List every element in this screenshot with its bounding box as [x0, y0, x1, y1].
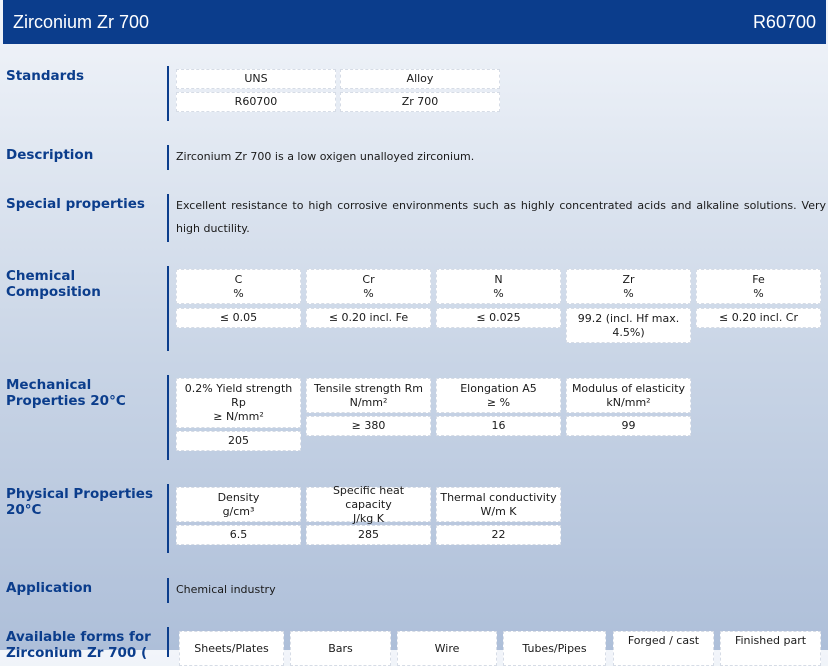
available-forms-section [0, 627, 828, 661]
chem-value-fe: ≤ 0.20 incl. Cr [696, 308, 821, 328]
mech-head-elongation: Elongation A5 ≥ % [436, 378, 561, 413]
material-title: Zirconium Zr 700 [13, 11, 150, 32]
mech-head-yield: 0.2% Yield strength Rp ≥ N/mm² [176, 378, 301, 428]
mechanical-properties-title: Mechanical Properties 20°C [6, 377, 126, 409]
chem-head-n: N % [436, 269, 561, 304]
application-title: Application [6, 580, 93, 596]
application-body [167, 578, 367, 603]
chemical-divider [167, 266, 176, 351]
chem-value-zr: 99.2 (incl. Hf max. 4.5%) [566, 308, 691, 343]
chem-value-c: ≤ 0.05 [176, 308, 301, 328]
application-text: Chemical industry [176, 583, 276, 596]
mech-value-tensile: ≥ 380 [306, 416, 431, 436]
form-wire[interactable]: Wire [397, 631, 497, 666]
description-title: Description [6, 147, 94, 163]
phys-value-conductivity: 22 [436, 525, 561, 545]
chem-head-zr: Zr % [566, 269, 691, 304]
physical-properties-title: Physical Properties 20°C [6, 486, 153, 518]
special-properties-body [167, 194, 825, 242]
standards-value-uns: R60700 [176, 92, 336, 112]
physical-divider [167, 484, 176, 553]
phys-head-heat-capacity: Specific heat capacity J/kg K [306, 487, 431, 522]
form-forged-cast[interactable]: Forged / cast [613, 631, 714, 666]
description-section [0, 145, 828, 171]
chem-value-n: ≤ 0.025 [436, 308, 561, 328]
description-body [167, 145, 807, 170]
standards-head-uns: UNS [176, 69, 336, 89]
phys-value-heat-capacity: 285 [306, 525, 431, 545]
mechanical-properties-section [0, 375, 828, 461]
form-finished-part[interactable]: Finished part [720, 631, 821, 666]
description-text: Zirconium Zr 700 is a low oxigen unalloyed zirconium. [176, 150, 475, 163]
chem-head-fe: Fe % [696, 269, 821, 304]
mech-head-modulus: Modulus of elasticity kN/mm² [566, 378, 691, 413]
mech-value-yield: 205 [176, 431, 301, 451]
form-sheets-plates[interactable]: Sheets/Plates [179, 631, 284, 666]
mechanical-divider [167, 375, 176, 460]
chem-value-cr: ≤ 0.20 incl. Fe [306, 308, 431, 328]
mech-value-elongation: 16 [436, 416, 561, 436]
chemical-composition-section [0, 266, 828, 352]
mech-value-modulus: 99 [566, 416, 691, 436]
standards-title: Standards [6, 68, 85, 84]
special-properties-title: Special properties [6, 196, 145, 212]
phys-head-density: Density g/cm³ [176, 487, 301, 522]
standards-section [0, 66, 828, 122]
mech-head-tensile: Tensile strength Rm N/mm² [306, 378, 431, 413]
material-code: R60700 [752, 11, 816, 32]
special-properties-text: Excellent resistance to high corrosive environments such as highly concentrated acids and alkaline solutions. Very high ductility. [176, 199, 826, 235]
available-forms-title: Available forms for Zirconium Zr 700 ( [6, 629, 151, 661]
standards-divider [167, 66, 176, 121]
chemical-composition-title: Chemical Composition [6, 268, 101, 300]
phys-head-conductivity: Thermal conductivity W/m K [436, 487, 561, 522]
application-section [0, 578, 828, 604]
standards-head-alloy: Alloy [340, 69, 500, 89]
standards-value-alloy: Zr 700 [340, 92, 500, 112]
special-properties-section [0, 194, 828, 242]
form-bars[interactable]: Bars [290, 631, 391, 666]
physical-properties-section [0, 484, 828, 554]
chem-head-c: C % [176, 269, 301, 304]
available-forms-divider [167, 627, 176, 657]
form-tubes-pipes[interactable]: Tubes/Pipes [503, 631, 606, 666]
phys-value-density: 6.5 [176, 525, 301, 545]
page-header [3, 0, 826, 44]
chem-head-cr: Cr % [306, 269, 431, 304]
